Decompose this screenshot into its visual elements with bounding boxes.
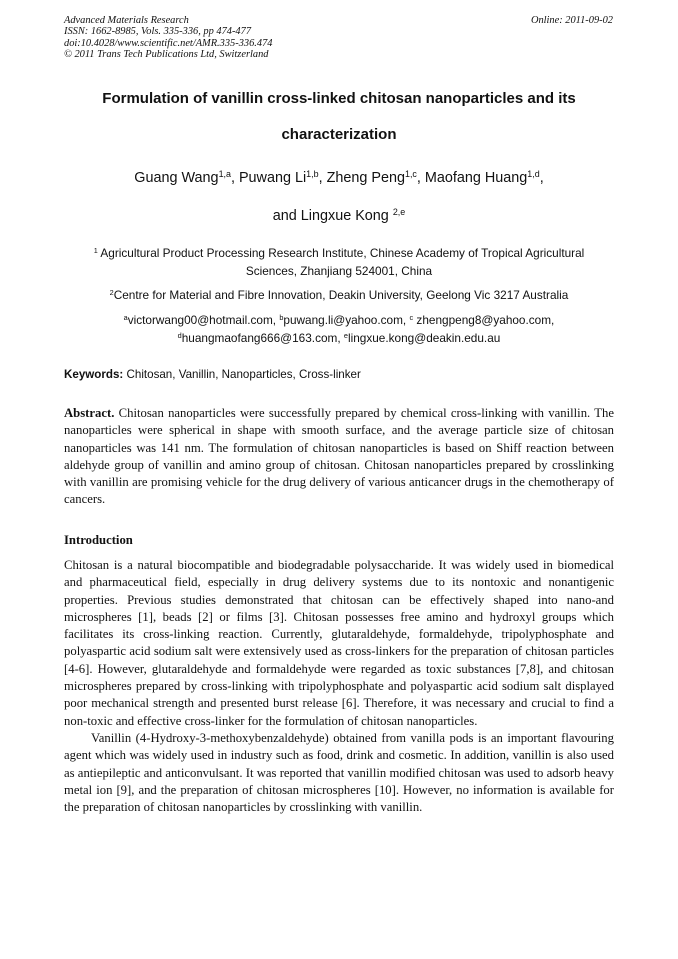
author-name: and Lingxue Kong bbox=[272, 208, 393, 224]
email-line1 bbox=[64, 313, 614, 327]
email-mark: b bbox=[279, 312, 284, 322]
keywords-text: Chitosan, Vanillin, Nanoparticles, Cross-linker bbox=[123, 368, 361, 381]
author-list-line1 bbox=[64, 170, 614, 186]
email-line2 bbox=[64, 331, 614, 345]
author-affiliation-mark: 1,b bbox=[306, 169, 319, 180]
email-address: zhengpeng8@yahoo.com, bbox=[413, 313, 555, 327]
journal-copyright: © 2011 Trans Tech Publications Ltd, Switzerland bbox=[64, 48, 269, 60]
introduction-heading: Introduction bbox=[64, 533, 133, 547]
author-separator: , bbox=[230, 170, 239, 186]
email-address: huangmaofang666@163.com, bbox=[181, 331, 344, 345]
author-affiliation-mark: 1,c bbox=[404, 169, 417, 180]
author-affiliation-mark: 2,e bbox=[392, 207, 406, 218]
introduction-paragraph-1: Chitosan is a natural biocompatible and biodegradable polysaccharide. It was widely used in biomedical and pharmaceutical field, especially in drug delivery systems due to its nontoxic and nonantigenic properties. Previous studies demonstrated that chitosan can be effectively shaped into nano-and microspheres [1], beads [2] or films [3]. Chitosan possesses free amino and hydroxyl groups which facilitates its cross-linking reaction. Currently, glutaraldehyde, formaldehyde, tripolyphosphate and polyaspartic acid sodium salt were extensively used as cross-linkers for the preparation of chitosan particles [4-6]. However, glutaraldehyde and formaldehyde were regarded as toxic substances [7,8], and chitosan microspheres prepared by cross-linking with tripolyphosphate and polyaspartic acid sodium salt displayed poor mechanical strength and presented burst release [6]. Therefore, it was necessary and crucial to find a non-toxic and effective cross-linker for the formulation of chitosan nanoparticles. bbox=[64, 558, 614, 728]
author-affiliation-mark: 1,d bbox=[527, 169, 540, 180]
author-name: Zheng Peng bbox=[326, 170, 405, 186]
affiliation-mark: 2 bbox=[109, 287, 114, 297]
journal-issn: ISSN: 1662-8985, Vols. 335-336, pp 474-477 bbox=[64, 26, 252, 38]
email-address: victorwang00@hotmail.com, bbox=[127, 313, 280, 327]
journal-info bbox=[64, 15, 272, 60]
affiliation-1-line2: Sciences, Zhanjiang 524001, China bbox=[245, 264, 433, 278]
author-separator: , bbox=[539, 170, 544, 186]
author-name: Guang Wang bbox=[134, 170, 219, 186]
author-separator: , bbox=[416, 170, 425, 186]
author-list-line2 bbox=[64, 208, 614, 224]
paper-title-line2: characterization bbox=[281, 126, 397, 143]
affiliation-1-line1 bbox=[64, 246, 614, 260]
affiliation-2 bbox=[64, 288, 614, 302]
abstract bbox=[64, 405, 614, 509]
journal-name: Advanced Materials Research bbox=[64, 15, 189, 26]
introduction-body bbox=[64, 557, 614, 816]
email-mark: e bbox=[343, 330, 348, 340]
keywords bbox=[64, 368, 361, 381]
keywords-label: Keywords: bbox=[64, 368, 124, 381]
online-date: Online: 2011-09-02 bbox=[530, 15, 613, 26]
affiliation-text: Centre for Material and Fibre Innovation, Deakin University, Geelong Vic 3217 Australia bbox=[113, 288, 569, 302]
author-name: Maofang Huang bbox=[424, 170, 528, 186]
abstract-text: Chitosan nanoparticles were successfully prepared by chemical cross-linking with vanillin. The nanoparticles were spherical in shape with smooth surface, and the average particle size of chitosan nanoparticles was 141 nm. The formulation of chitosan nanoparticles is based on Shiff reaction between aldehyde group of vanillin and amino group of chitosan. Chitosan nanoparticles prepared by crosslinking with vanillin are promising vehicle for the drug delivery of various anticancer drugs in the chemotherapy of cancers. bbox=[64, 406, 614, 507]
email-mark: d bbox=[177, 330, 182, 340]
email-address: lingxue.kong@deakin.edu.au bbox=[347, 331, 501, 345]
email-address: puwang.li@yahoo.com, bbox=[283, 313, 410, 327]
abstract-label: Abstract. bbox=[64, 406, 115, 420]
journal-doi: doi:10.4028/www.scientific.net/AMR.335-336.474 bbox=[64, 37, 273, 49]
author-name: Puwang Li bbox=[238, 170, 307, 186]
affiliation-text: Agricultural Product Processing Research Institute, Chinese Academy of Tropical Agricultural bbox=[97, 246, 585, 260]
abstract-paragraph bbox=[64, 405, 614, 509]
paper-title-line1: Formulation of vanillin cross-linked chitosan nanoparticles and its bbox=[102, 90, 576, 107]
introduction-paragraph-2: Vanillin (4-Hydroxy-3-methoxybenzaldehyde) obtained from vanilla pods is an important flavouring agent which was widely used in industry such as food, drink and cosmetic. In addition, vanillin is also used as antiepileptic and anticonvulsant. It was reported that vanillin modified chitosan was used to adsorb heavy metal ion [9], and the preparation of chitosan microspheres [10]. However, no information is available for the preparation of chitosan nanoparticles by crosslinking with vanillin. bbox=[64, 730, 614, 815]
email-mark: c bbox=[409, 312, 414, 322]
author-separator: , bbox=[318, 170, 327, 186]
author-affiliation-mark: 1,a bbox=[218, 169, 231, 180]
email-mark: a bbox=[123, 312, 128, 322]
affiliation-mark: 1 bbox=[93, 245, 98, 255]
